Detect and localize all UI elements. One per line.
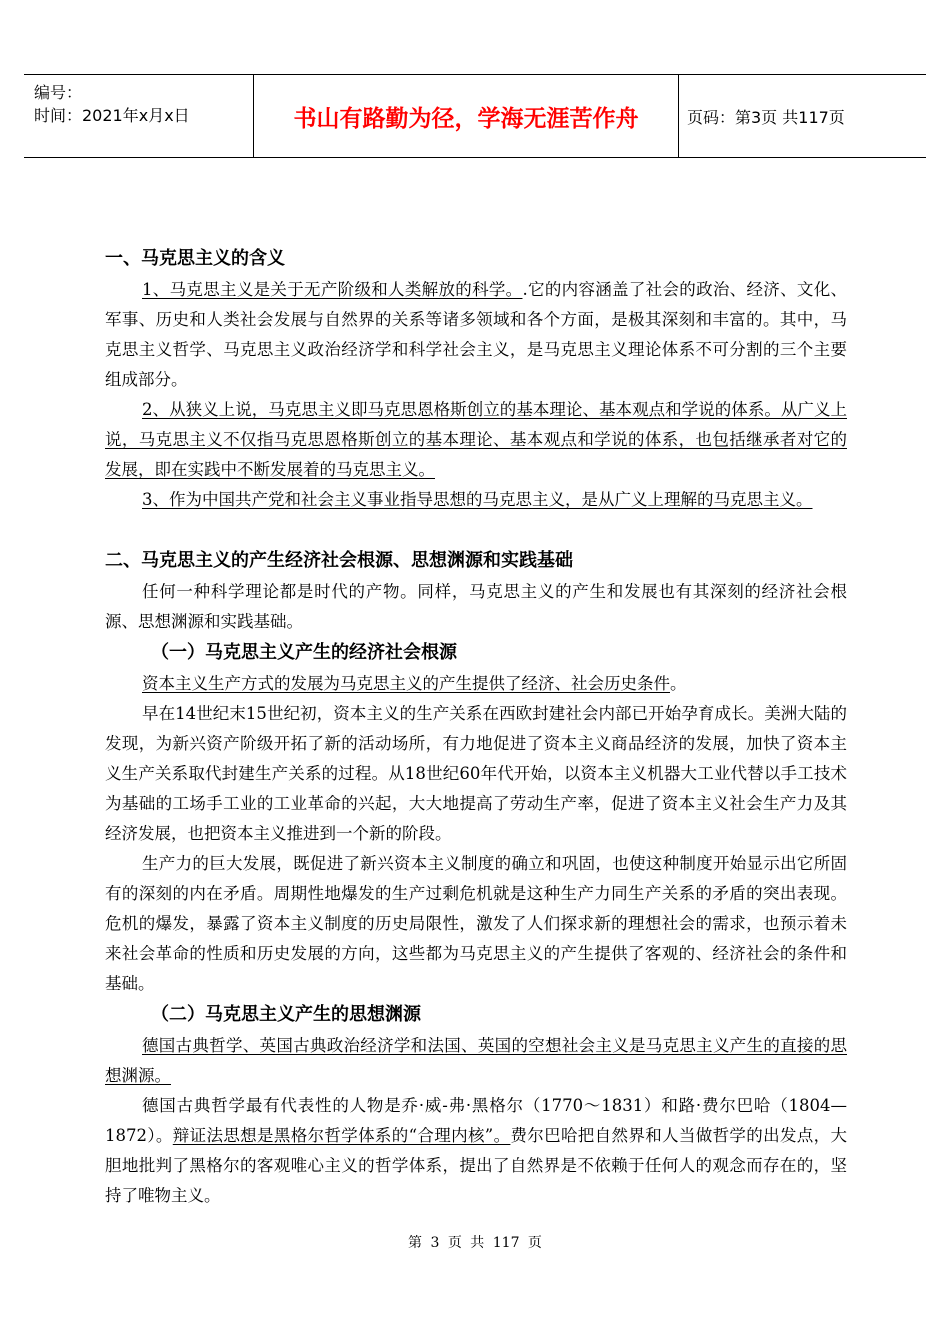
- paragraph: 早在14世纪末15世纪初，资本主义的生产关系在西欧封建社会内部已开始孕育成长。美洲大陆的发现，为新兴资产阶级开拓了新的活动场所，有力地促进了资本主义商品经济的发展，加快了资本主义生产关系取代封建生产关系的过程。从18世纪60年代开始，以资本主义机器大工业代替以手工技术为基础的工场手工业的工业革命的兴起，大大地提高了劳动生产率，促进了资本主义社会生产力及其经济发展，也把资本主义推进到一个新的阶段。: [105, 704, 847, 843]
- underlined-text: 2、从狭义上说，马克思主义即马克思恩格斯创立的基本理论、基本观点和学说的体系。从广义上说，马克思主义不仅指马克思恩格斯创立的基本理论、基本观点和学说的体系，也包括继承者对它的发展，即在实践中不断发展着的马克思主义。: [105, 400, 847, 479]
- underlined-text: 资本主义生产方式的发展为马克思主义的产生提供了经济、社会历史条件: [142, 674, 670, 693]
- section-heading-1: 一、马克思主义的含义: [105, 248, 285, 269]
- paragraph: [105, 275, 847, 395]
- underlined-text: 1、马克思主义是关于无产阶级和人类解放的科学。: [142, 280, 523, 299]
- document-body: [105, 243, 847, 1211]
- paragraph-text: 费尔巴哈把自然界和人当做哲学的出发点，大胆地批判了黑格尔的客观唯心主义的哲学体系，提出了自然界是不依赖于任何人的观念而存在的，坚持了唯物主义。: [105, 1126, 847, 1205]
- paragraph-text: 。: [670, 674, 687, 693]
- paragraph: [105, 395, 847, 485]
- paragraph-text: .它的内容涵盖了社会的政治、经济、文化、军事、历史和人类社会发展与自然界的关系等诸多领域和各个方面，是极其深刻和丰富的。其中，马克思主义哲学、马克思主义政治经济学和科学社会主义，是马克思主义理论体系不可分割的三个主要组成部分。: [105, 280, 847, 389]
- paragraph: 任何一种科学理论都是时代的产物。同样，马克思主义的产生和发展也有其深刻的经济社会根源、思想渊源和实践基础。: [105, 582, 847, 631]
- spacer: [105, 515, 847, 545]
- doc-time-label: 时间：2021年x月x日: [34, 106, 190, 125]
- underlined-text: 辩证法思想是黑格尔哲学体系的“合理内核”。: [172, 1126, 511, 1145]
- underlined-text: 3、作为中国共产党和社会主义事业指导思想的马克思主义，是从广义上理解的马克思主义。: [142, 490, 813, 509]
- paragraph: [105, 1031, 847, 1091]
- page-footer: 第 3 页 共 117 页: [408, 1235, 542, 1251]
- subsection-heading-1: （一）马克思主义产生的经济社会根源: [151, 642, 457, 663]
- subsection-heading-2: （二）马克思主义产生的思想渊源: [151, 1004, 421, 1025]
- header-motto: 书山有路勤为径，学海无涯苦作舟: [254, 75, 679, 157]
- paragraph: [105, 1091, 847, 1211]
- page-header: [24, 74, 926, 158]
- section-heading-2: 二、马克思主义的产生经济社会根源、思想渊源和实践基础: [105, 550, 573, 571]
- doc-number-label: 编号：: [34, 83, 83, 102]
- header-meta: [24, 75, 254, 157]
- underlined-text: 德国古典哲学、英国古典政治经济学和法国、英国的空想社会主义是马克思主义产生的直接的思想渊源。: [105, 1036, 847, 1085]
- paragraph: [105, 485, 847, 515]
- paragraph: 生产力的巨大发展，既促进了新兴资本主义制度的确立和巩固，也使这种制度开始显示出它所固有的深刻的内在矛盾。周期性地爆发的生产过剩危机就是这种生产力同生产关系的矛盾的突出表现。危机的爆发，暴露了资本主义制度的历史局限性，激发了人们探求新的理想社会的需求，也预示着未来社会革命的性质和历史发展的方向，这些都为马克思主义的产生提供了客观的、经济社会的条件和基础。: [105, 854, 847, 993]
- header-page-info: 页码：第3页 共117页: [687, 107, 845, 127]
- paragraph: [105, 669, 847, 699]
- paragraph-text: 德国古典哲学最有代表性的人物是乔·威-弗·黑格尔（1770～1831）和路·费尔巴哈（1804—1872）。: [105, 1096, 847, 1145]
